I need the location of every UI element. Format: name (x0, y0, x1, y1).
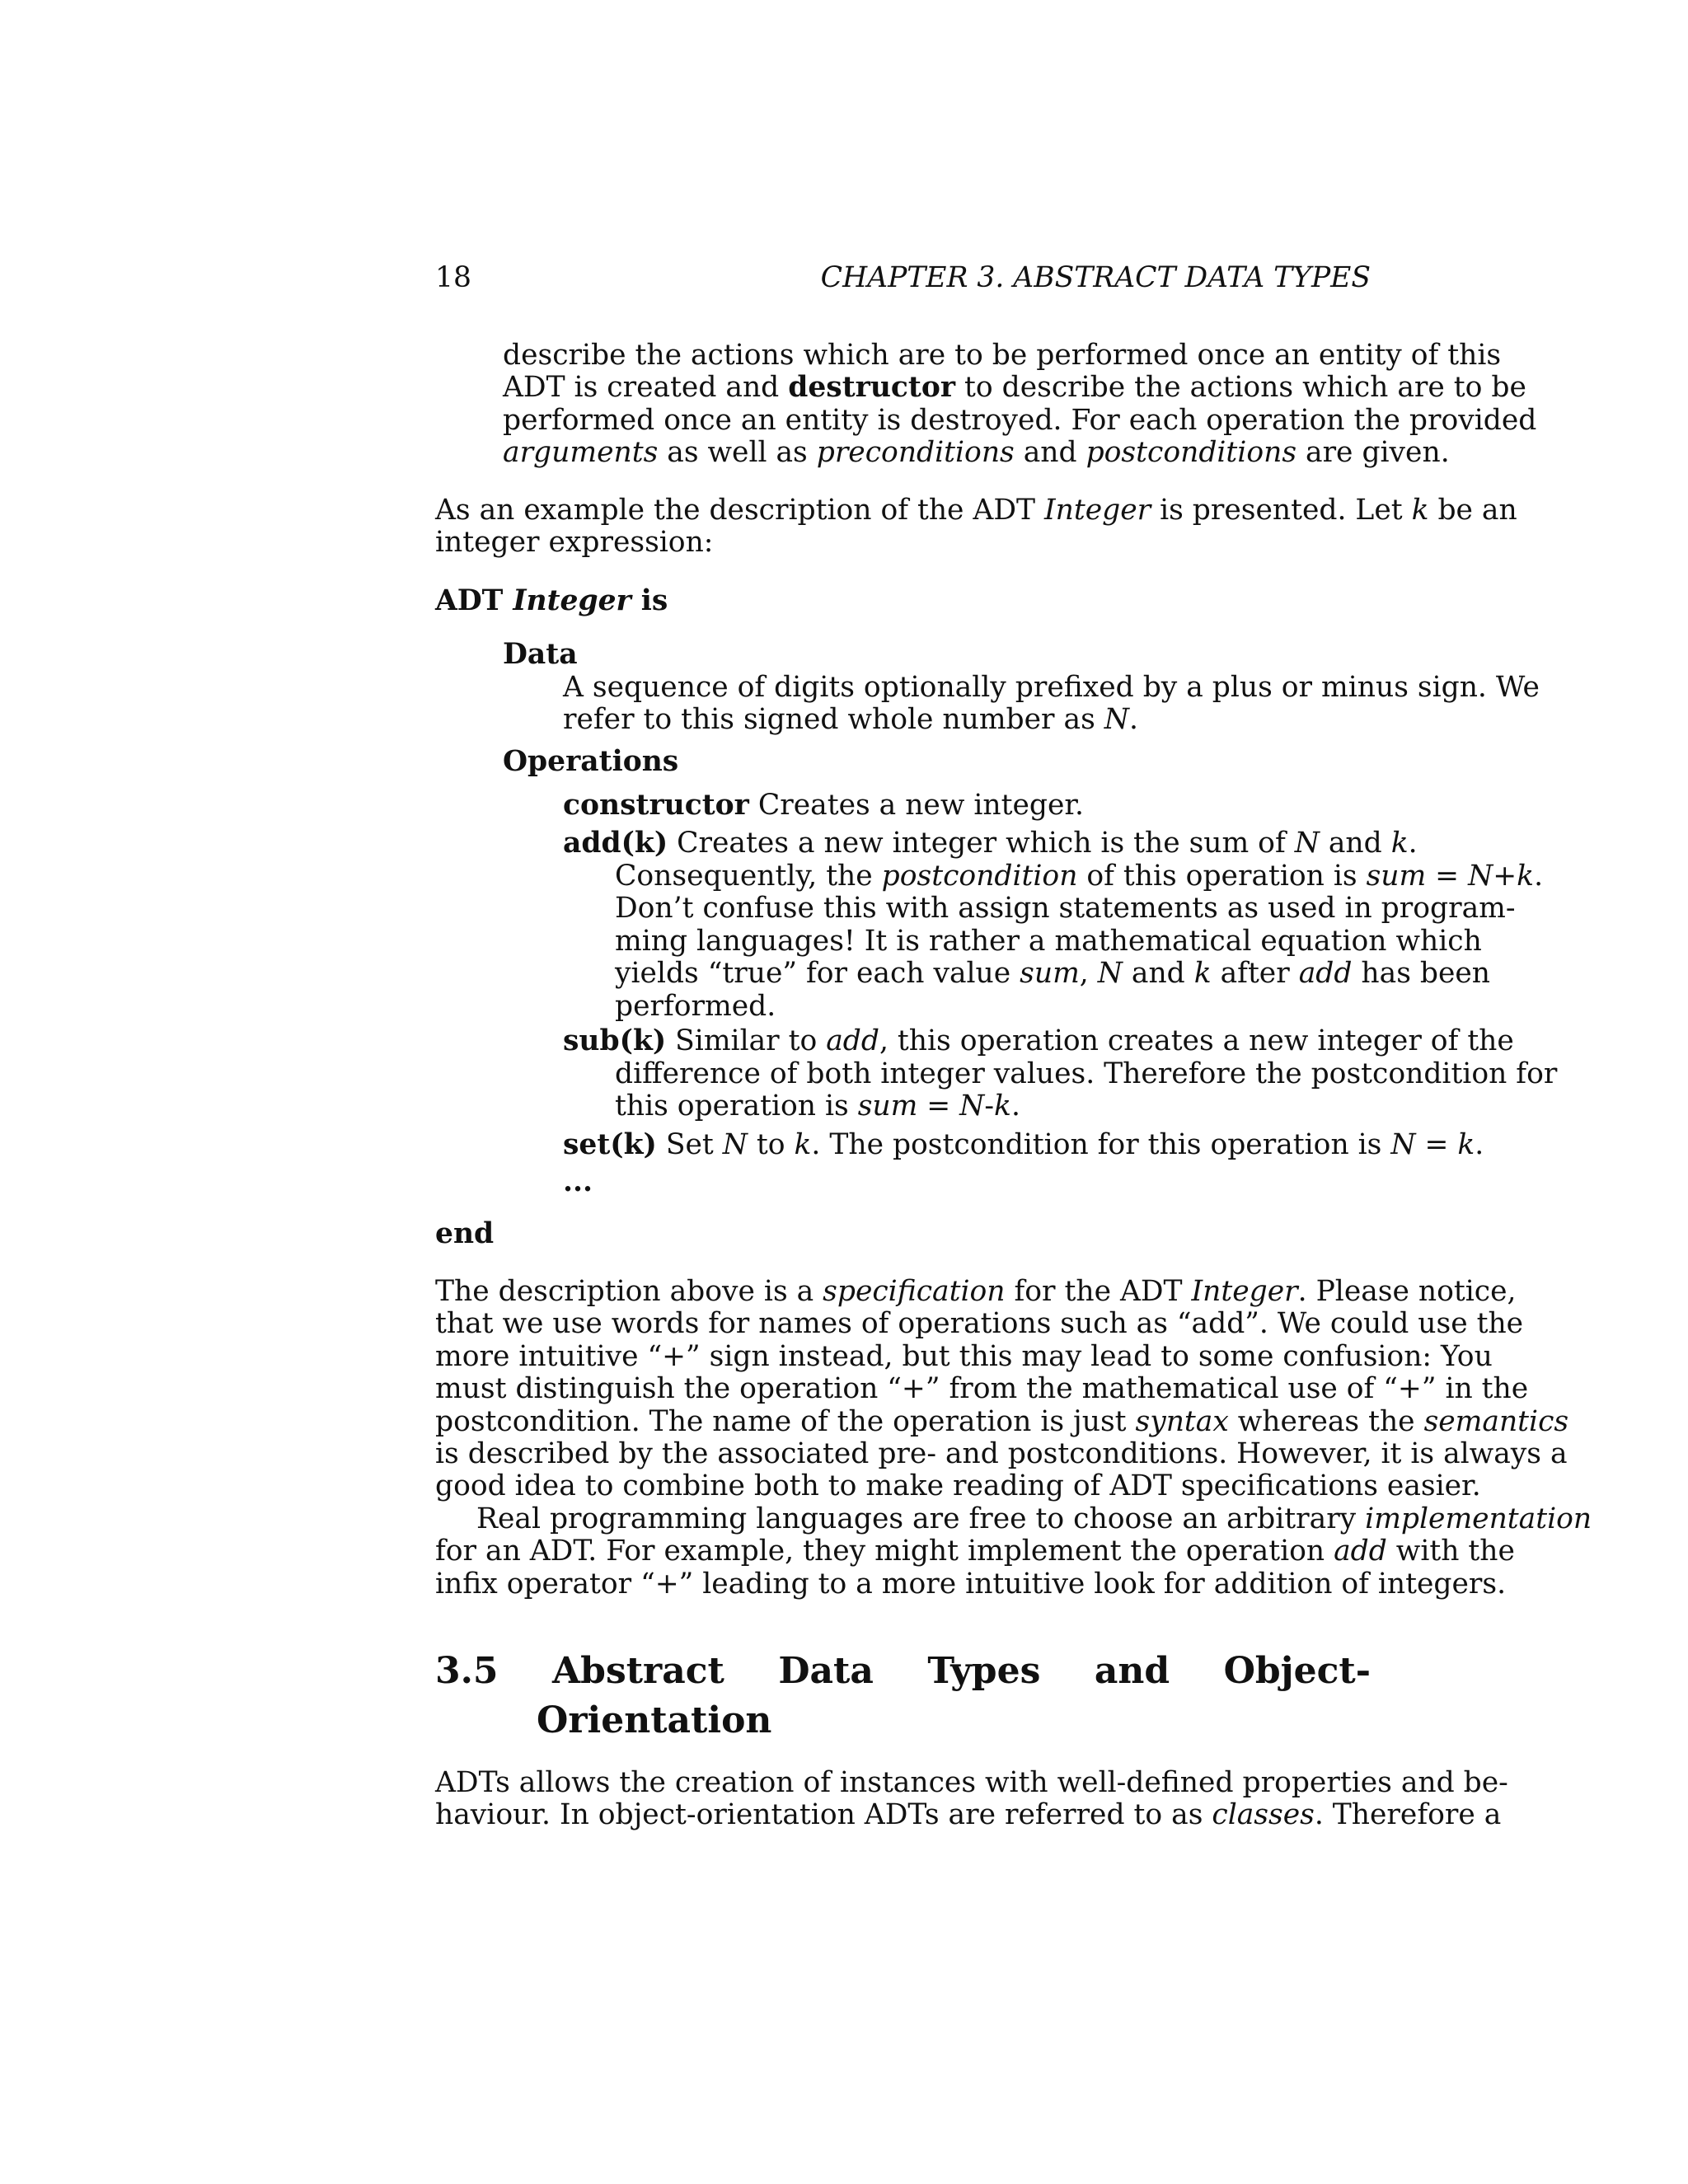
chapter-title: CHAPTER 3. ABSTRACT DATA TYPES (820, 261, 1371, 294)
operation-constructor: constructor Creates a new integer. (563, 789, 1085, 822)
operation-add-first-line: add(k) Creates a new integer which is the sum of N and k. (563, 827, 1418, 860)
page-number: 18 (435, 261, 471, 294)
operations-ellipsis: ... (563, 1165, 593, 1198)
adt-heading: ADT Integer is (435, 584, 668, 617)
section-heading: 3.5 Abstract Data Types and Object- Orientation (435, 1647, 1371, 1746)
intro-paragraph: describe the actions which are to be performed once an entity of this ADT is created and destructor to describe the actions which are to be performed once an entity is destroyed. For each operation the provided arguments as well as preconditions and postconditions are given. (503, 339, 1537, 470)
operation-sub-first-line: sub(k) Similar to add, this operation creates a new integer of the (563, 1024, 1514, 1057)
operation-add-body: Consequently, the postcondition of this operation is sum = N+k. Don’t confuse this with assign statements as used in program- ming languages! It is rather a mathematical equation which yields “true” for each value sum, N and k after add has been performed. (615, 860, 1544, 1023)
data-label: Data (503, 638, 578, 671)
example-paragraph: As an example the description of the ADT Integer is presented. Let k be an integer expression: (435, 494, 1517, 560)
operation-sub-body: difference of both integer values. Therefore the postcondition for this operation is sum = N-k. (615, 1057, 1558, 1123)
adt-end: end (435, 1217, 495, 1250)
discussion-paragraph: The description above is a specification for the ADT Integer. Please notice, that we use words for names of operations such as “add”. We could use the more intuitive “+” sign instead, but this may lead to some confusion: You must distinguish the operation “+” from the mathematical use of “+” in the postcondition. The name of the operation is just syntax whereas the semantics is described by the associated pre- and postconditions. However, it is always a good idea to combine both to make reading of ADT specifications easier. (435, 1275, 1569, 1503)
data-description: A sequence of digits optionally prefixed by a plus or minus sign. We refer to this signed whole number as N. (563, 671, 1540, 737)
implementation-paragraph: Real programming languages are free to choose an arbitrary implementation for an ADT. For example, they might implement the operation add with the infix operator “+” leading to a more intuitive look for addition of integers. (435, 1502, 1592, 1601)
operations-label: Operations (503, 745, 679, 778)
running-header (435, 262, 1371, 298)
closing-paragraph: ADTs allows the creation of instances with well-defined properties and be- haviour. In object-orientation ADTs are referred to as classes. Therefore a (435, 1766, 1508, 1832)
operation-set: set(k) Set N to k. The postcondition for this operation is N = k. (563, 1128, 1484, 1161)
section-number: 3.5 (435, 1650, 499, 1692)
